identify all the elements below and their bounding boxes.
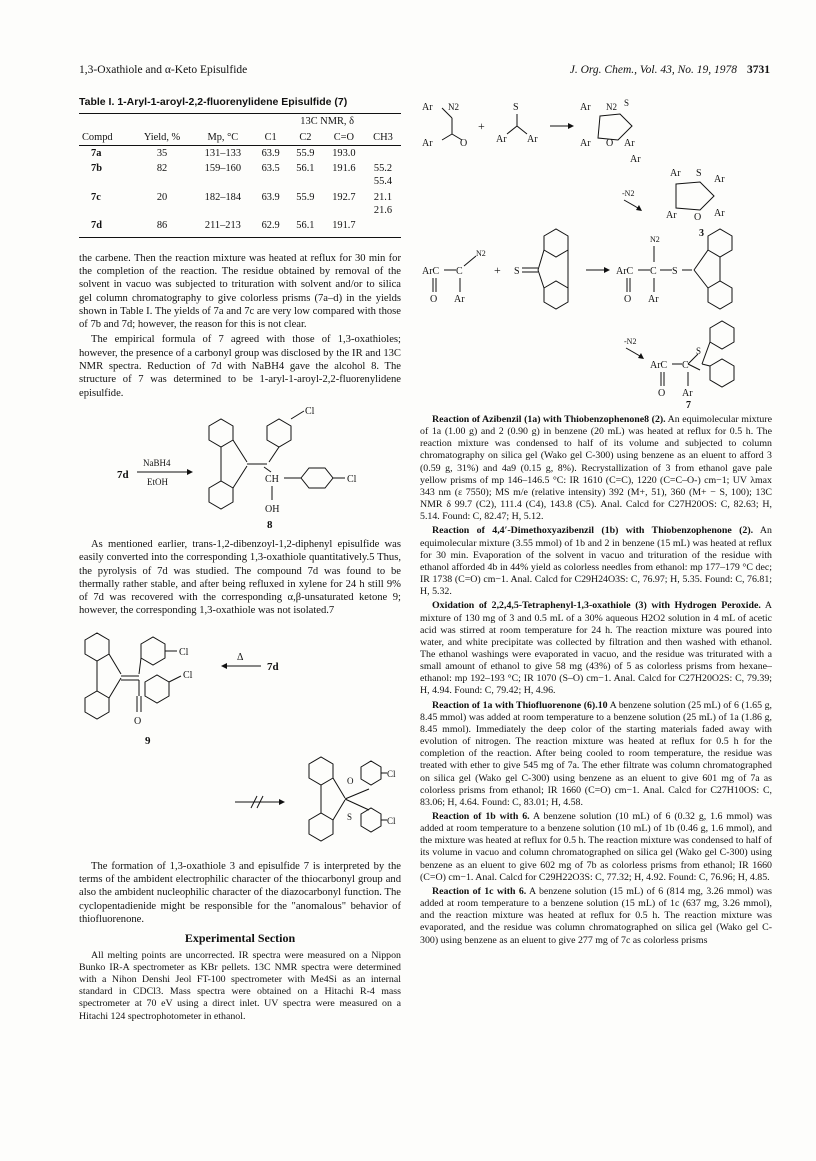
paragraph: Reaction of Azibenzil (1a) with Thiobenzophenone8 (2). An equimolecular mixture of 1a (1.00 g) and 2 (0.90 g) in benzene (20 mL) was heated at reflux for 0.5 h. The reaction mixture was condensed to half of its volume and subjected to column chromatography on silica gel (Wako gel C-300) using benzene as an eluent to afford 3 (0.59 g, 31%) and 4a9 (0.15 g, 8%). Recrystallization of 3 from ethanol gave pale yellow prisms of mp 146–146.5 °C: IR 1610 (C=C), 1220 (C=C–O-) cm−1; UV λmax 343 nm (ε 7550); MS m/e (relative intensity) 392 (M+, 51), 360 (M+ − S, 100); 13C NMR δ 99.7 (C2), 111.4 (C4), 143.8 (C5). Anal. Calcd for C27H20OS: C, 82.63; H, 5.14. Found: C, 82.47; H, 5.12. [420,414,772,523]
col-co: C=O [323,130,365,146]
svg-text:S: S [347,811,353,822]
right-column [420,96,772,949]
svg-text:S: S [624,98,630,108]
svg-text:Ar: Ar [666,210,677,221]
paragraph: Reaction of 1a with Thiofluorenone (6).10 A benzene solution (25 mL) of 6 (1.65 g, 8.45 mmol) was added at room temperature to a benzene solution (25 mL) of 1a (1.86 g, 8.45 mmol). Immediately the deep color of the starting materials faded away with evolution of nitrogen. The reaction mixture was heated at reflux for 0.5 h for the completion of the reaction. After being cooled to room temperature, the residue was treated with ether to give 545 mg of 7a. The ether filtrate was column chromatographed on silica gel (Wako gel C-300) using benzene as an eluent to give 601 mg of 7a as colorless prisms from ethanol; IR 1660 (C=O) cm−1. Anal. Calcd for C27H10OS: C, 83.06; H, 4.64. Found: C, 83.01; H, 4.58. [420,699,772,808]
paragraph-title: Reaction of 1b with 6. [432,811,530,822]
paragraph: All melting points are uncorrected. IR spectra were measured on a Nippon Bunko IR-A spectrometer as KBr pellets. 13C NMR spectra were determined with a Nihon Denshi Jeol FT-100 spectrometer with Me4Si as an internal standard in CDCl3. Mass spectra were obtained on a Hitachi R-4 mass spectrometer at 70 eV using a direct inlet. UV spectra were measured on a Hitachi 124 spectrophotometer in ethanol. [79,949,401,1022]
svg-text:3: 3 [699,228,704,239]
svg-text:Cl: Cl [305,405,315,417]
paragraph: Reaction of 1c with 6. A benzene solution (15 mL) of 6 (814 mg, 3.26 mmol) was added at room temperature to a benzene solution (15 mL) of 1c (637 mg, 3.26 mmol), and the reaction mixture was heated at reflux for 0.5 h. The reaction mixture was evaporated, and the residue was column chromatographed on silica gel (Wako gel C-300) using benzene as an eluent to give 277 mg of 7c as colorless prisms [420,885,772,946]
svg-text:S: S [696,346,702,356]
svg-text:O: O [430,294,438,305]
svg-text:-N2: -N2 [622,189,635,198]
svg-text:ArC: ArC [650,360,668,371]
svg-text:O: O [624,294,632,305]
svg-text:Cl: Cl [387,815,396,826]
svg-text:N2: N2 [606,102,617,112]
svg-text:C: C [456,266,463,277]
svg-text:Ar: Ar [454,294,465,305]
paragraph: The formation of 1,3-oxathiole 3 and episulfide 7 is interpreted by the terms of the ambident electrophilic character of the thiocarbonyl group and also the ambident nucleophilic character of the diazocarbonyl function. The cyclopentadienide might be responsible for the "anomalous" behavior of thiofluorenone. [79,860,401,925]
paragraph-title: Reaction of Azibenzil (1a) with Thiobenzophenone8 (2). [432,414,666,425]
paragraph-title: Reaction of 1a with Thiofluorenone (6).10 [432,699,608,711]
data-table [79,113,401,237]
col-c2: C2 [288,130,323,146]
svg-text:Δ: Δ [237,651,244,663]
svg-text:+: + [494,263,501,277]
svg-text:O: O [606,138,614,149]
svg-text:C: C [650,266,657,277]
table-row: 7b 82 159–160 63.5 56.1 191.6 55.2 55.4 [91,163,393,188]
table-row: 7a 35 131–133 63.9 55.9 193.0 [91,147,356,159]
svg-text:Ar: Ar [527,134,538,145]
paragraph: The empirical formula of 7 agreed with those of 1,3-oxathioles; however, the presence of a carbonyl group was disclosed by the IR and 13C NMR spectra. Reduction of 7d with NaBH4 gave the alcohol 8. The structure of 7 was determined to be 1-aryl-1-aroyl-2,2-fluorenylidene episulfide. [79,334,401,399]
svg-text:Cl: Cl [347,473,357,485]
reduction-scheme [79,406,401,532]
col-mp: Mp, °C [192,130,253,146]
svg-text:Cl: Cl [179,646,189,658]
svg-text:Ar: Ar [714,174,725,185]
section-heading: Experimental Section [184,931,296,946]
table-row: 7c 20 182–184 63.9 55.9 192.7 21.1 21.6 [91,191,393,217]
svg-text:Ar: Ar [580,138,591,149]
svg-text:OH: OH [265,503,280,515]
running-head: 1,3-Oxathiole and α-Keto Episulfide [79,64,248,76]
paragraph: As mentioned earlier, trans-1,2-dibenzoyl-1,2-diphenyl episulfide was easily converted into the corresponding 1,3-oxathiole quantitatively.5 Thus, the pyrolysis of 7d was studied. The compound 7d was found to be thermally rather stable, and after being refluxed in xylene for 24 h still 9% of 7d was recovered with the corresponding α,β-unsaturated ketone 9; however, the corresponding 1,3-oxathiole was not isolated.7 [79,538,401,617]
paragraph: the carbene. Then the reaction mixture was heated at reflux for 30 min for the completion of the reaction. The residue obtained by removal of the solvent in vacuo was subjected to trituration with solvent and/or to silica gel column chromatography to give colorless prisms (7a–d) in the yields shown in Table I. The yields of 7a and 7c are very low compared with those of 7b and 7d; however, the reason for this is not clear. [79,252,401,331]
svg-text:Ar: Ar [682,388,693,399]
col-compd: Compd [79,130,132,146]
svg-text:Cl: Cl [387,768,396,779]
svg-text:O: O [694,212,702,223]
svg-text:Ar: Ar [422,102,433,113]
svg-text:Ar: Ar [670,168,681,179]
col-yield: Yield, % [132,130,193,146]
page-number: 3731 [747,64,770,76]
svg-text:7d: 7d [267,660,279,673]
pyrolysis-scheme [79,624,401,854]
svg-text:8: 8 [267,518,273,531]
paragraph: Reaction of 4,4′-Dimethoxyazibenzil (1b) with Thiobenzophenone (2). An equimolecular mixture (3.55 mmol) of 1b and 2 in benzene (15 mL) was heated at reflux for 30 min. Evaporation of the solvent in vacuo and trituration of the residue with ethanol afforded 4b in 44% yield as colorless needles from ethanol: mp 177–179 °C dec; IR 1738 (C=O) cm−1. Anal. Calcd for C29H24O3S: C, 76.97; H, 5.35. Found: C, 76.81; H, 5.32. [420,525,772,598]
nmr-header: 13C NMR, δ [300,116,354,128]
svg-text:CH: CH [265,473,279,485]
svg-text:+: + [478,119,485,133]
paragraph-title: Oxidation of 2,2,4,5-Tetraphenyl-1,3-oxathiole (3) with Hydrogen Peroxide. [432,600,761,612]
paragraph-title: Reaction of 4,4′-Dimethoxyazibenzil (1b) with Thiobenzophenone (2). [432,525,754,537]
table-title: Table I. 1-Aryl-1-aroyl-2,2-fluorenylidene Episulfide (7) [79,96,348,108]
svg-text:9: 9 [145,734,151,747]
svg-text:ArC: ArC [422,266,440,277]
svg-text:S: S [514,266,520,277]
svg-text:Ar: Ar [624,138,635,149]
paragraph: Oxidation of 2,2,4,5-Tetraphenyl-1,3-oxathiole (3) with Hydrogen Peroxide. A mixture of 130 mg of 3 and 0.5 mL of a 30% aqueous H2O2 solution in 4 mL of acetic acid was stirred at room temperature for 24 h. The reaction mixture was poured into water, and white precipitate was collected by filtration and then washed with ethanol. The ethanol washings were evaporated in vacuo, and the residue was triturated with a small amount of ethanol to give 58 mg (43%) of 5 as colorless prisms from hexane–ethanol: mp 192–193 °C; IR 1070 (S–O) cm−1. Anal. Calcd for C27H20O2S: C, 79.39; H, 4.94. Found: C, 79.42; H, 4.96. [420,600,772,697]
svg-text:Ar: Ar [496,134,507,145]
svg-text:Ar: Ar [648,294,659,305]
table-row: 7d 86 211–213 62.9 56.1 191.7 [79,218,401,237]
svg-text:NaBH4: NaBH4 [143,457,171,468]
svg-text:Ar: Ar [630,154,641,165]
svg-text:Ar: Ar [714,208,725,219]
svg-text:S: S [672,266,678,277]
reaction-scheme [420,96,772,408]
svg-text:7: 7 [686,400,691,408]
col-ch3: CH3 [365,130,401,146]
svg-text:S: S [696,168,702,179]
left-column [79,96,401,1025]
svg-text:O: O [658,388,666,399]
svg-text:Ar: Ar [422,138,433,149]
svg-text:C: C [682,360,689,371]
paragraph-title: Reaction of 1c with 6. [432,885,527,897]
svg-text:N2: N2 [448,102,459,112]
svg-text:EtOH: EtOH [147,476,168,487]
svg-text:ArC: ArC [616,266,634,277]
col-c1: C1 [253,130,288,146]
svg-text:N2: N2 [476,249,486,258]
svg-text:7d: 7d [117,468,129,481]
svg-text:N2: N2 [650,235,660,244]
svg-text:O: O [134,715,142,727]
svg-text:O: O [347,775,354,786]
svg-text:O: O [460,138,468,149]
journal-citation: J. Org. Chem., Vol. 43, No. 19, 1978 3731 [569,64,770,76]
paragraph: Reaction of 1b with 6. A benzene solution (10 mL) of 6 (0.32 g, 1.6 mmol) was added at room temperature to a benzene solution (10 mL) of 1b (0.46 g, 1.6 mmol), and the mixture was heated at reflux for 0.5 h. The reaction mixture was condensed to half of its volume in vacuo and column chromatographed on silica gel (Wako gel C-300) using benzene as an eluent to give 602 mg of 7b as colorless prisms from ethanol; IR 1660 (C=O) cm−1. Anal. Calcd for C29H22O3S: C, 77.32; H, 4.92. Found: C, 76.96; H, 4.85. [420,811,772,883]
svg-text:-N2: -N2 [624,337,637,346]
svg-text:Ar: Ar [580,102,591,113]
svg-text:Cl: Cl [183,669,193,681]
svg-text:S: S [513,102,519,113]
